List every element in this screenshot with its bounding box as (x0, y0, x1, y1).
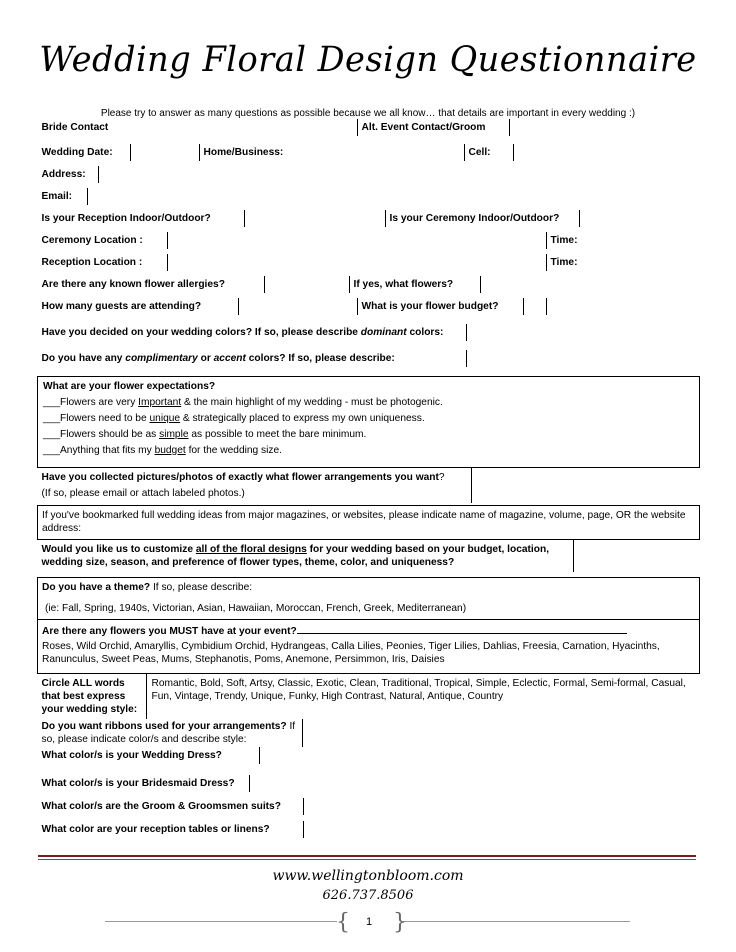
expect-3u: simple (159, 428, 189, 440)
home-business-label: Home/Business: (199, 144, 464, 161)
customize-u: all of the floral designs (195, 543, 307, 555)
right-brace-icon: } (393, 910, 407, 935)
budget-spacer (523, 298, 546, 315)
theme-examples: (ie: Fall, Spring, 1940s, Victorian, Asian, Hawaiian, Moroccan, French, Greek, Mediterranean) (45, 602, 467, 614)
dress-label: What color/s is your Wedding Dress? (41, 749, 222, 761)
ceremony-indoor-label: Is your Ceremony Indoor/Outdoor? (385, 210, 579, 227)
ribbons-cell (38, 719, 303, 747)
allergies-which-label: If yes, what flowers? (349, 276, 480, 293)
accent-colors-input[interactable] (466, 350, 700, 367)
groom-input[interactable] (303, 798, 700, 815)
allergies-which-input[interactable] (480, 276, 700, 293)
budget-label: What is your flower budget? (357, 298, 523, 315)
left-brace-icon: { (336, 910, 350, 935)
email-input[interactable] (87, 188, 700, 205)
footer-line-right (402, 921, 630, 922)
bridesmaid-label: What color/s is your Bridesmaid Dress? (41, 777, 235, 789)
photos-qmark: ? (438, 471, 445, 483)
ribbons-input[interactable] (302, 719, 700, 747)
customize-question (38, 540, 574, 572)
expect-4a: ___Anything that fits my (43, 444, 155, 456)
ceremony-location-label: Ceremony Location : (41, 235, 143, 246)
comp-em1: complimentary (125, 353, 198, 364)
ceremony-time-label: Time: (546, 232, 700, 249)
tables-input[interactable] (303, 821, 700, 838)
theme-question: Do you have a theme? (42, 581, 151, 593)
circle-words-list[interactable]: Romantic, Bold, Soft, Artsy, Classic, Exotic, Clean, Traditional, Tropical, Simple, Eclectic, Formal, Semi-formal, Casual, Fun, Vintage, Trendy, Unique, Funky, High Contrast, Natural, Antique, Country (146, 674, 700, 719)
reception-time-label: Time: (546, 254, 700, 271)
footer-phone: 626.737.8506 (322, 888, 414, 903)
expect-3a: ___Flowers should be as (43, 428, 160, 440)
expect-3b: as possible to meet the bare minimum. (188, 428, 367, 440)
page-number: 1 (365, 916, 373, 928)
footer-line-left (105, 921, 337, 922)
accent-colors-question (38, 350, 467, 367)
must-have-cell[interactable] (38, 619, 700, 673)
wedding-date-label: Wedding Date: (41, 147, 113, 158)
ribbons-question: Do you want ribbons used for your arrangements? (41, 720, 287, 732)
reception-indoor-input[interactable] (244, 210, 385, 227)
alt-contact-label: Alt. Event Contact/Groom (357, 119, 509, 136)
expectations-question: What are your flower expectations? (43, 380, 216, 392)
expect-2a: ___Flowers need to be (43, 412, 150, 424)
expect-2u: unique (149, 412, 181, 424)
expect-1a: ___Flowers are very (43, 396, 139, 408)
expectations-cell (38, 376, 700, 467)
theme-cell[interactable] (38, 577, 700, 619)
comp-mid: or (197, 353, 214, 364)
subtitle: Please try to answer as many questions as possible because we all know… that details are important in every wedding :) (100, 108, 636, 119)
bride-contact-label: Bride Contact (41, 122, 109, 133)
theme-note: If so, please describe: (150, 581, 253, 593)
customize-a: Would you like us to customize (41, 543, 196, 555)
cell-input[interactable] (513, 144, 700, 161)
must-have-line[interactable] (297, 623, 627, 634)
address-label: Address: (41, 169, 86, 180)
bookmarked-cell[interactable]: If you've bookmarked full wedding ideas from major magazines, or websites, please indicate name of magazine, volume, page, OR the website address: (38, 505, 700, 539)
expectation-option-2[interactable] (43, 412, 694, 425)
photos-question: Have you collected pictures/photos of exactly what flower arrangements you want (41, 471, 439, 483)
expect-4b: for the wedding size. (185, 444, 283, 456)
guests-label: How many guests are attending? (41, 301, 202, 312)
ceremony-indoor-input[interactable] (579, 210, 700, 227)
dress-input[interactable] (259, 747, 700, 764)
must-have-question: Are there any flowers you MUST have at your event? (42, 625, 297, 637)
customize-input[interactable] (573, 540, 700, 572)
groom-label: What color/s are the Groom & Groomsmen suits? (41, 800, 281, 812)
reception-location-label: Reception Location : (41, 257, 143, 268)
bridesmaid-input[interactable] (249, 775, 700, 792)
colors-q-em: dominant (360, 327, 407, 338)
colors-question (38, 324, 467, 341)
customize-b: for your wedding based on your budget, location, wedding size, season, and preference of flower types, theme, color, and uniqueness? (41, 543, 550, 568)
comp-a: Do you have any (41, 353, 126, 364)
email-label: Email: (41, 191, 73, 202)
budget-input[interactable] (546, 298, 700, 315)
colors-input[interactable] (466, 324, 700, 341)
ribbons-note: If so, please indicate color/s and describe style: (41, 720, 296, 745)
footer-rule-thin (38, 859, 696, 860)
comp-b: colors? If so, please describe: (245, 353, 395, 364)
guests-input[interactable] (238, 298, 357, 315)
alt-contact-input[interactable] (509, 119, 700, 136)
allergies-label: Are there any known flower allergies? (41, 279, 225, 290)
reception-location-input[interactable] (167, 254, 546, 271)
cell-label: Cell: (464, 144, 513, 161)
questionnaire-table (37, 119, 700, 847)
comp-em2: accent (213, 353, 246, 364)
colors-q-a: Have you decided on your wedding colors? If so, please describe (41, 327, 361, 338)
expect-2b: & strategically placed to express my own uniqueness. (180, 412, 425, 424)
page-title: Wedding Floral Design Questionnaire (39, 40, 697, 80)
expect-4u: budget (154, 444, 186, 456)
photos-cell (38, 468, 472, 503)
footer-url[interactable]: www.wellingtonbloom.com (272, 868, 464, 884)
expectation-option-3[interactable] (43, 428, 694, 441)
footer-rule (38, 855, 696, 857)
reception-indoor-label: Is your Reception Indoor/Outdoor? (41, 213, 211, 224)
must-have-list: Roses, Wild Orchid, Amaryllis, Cymbidium Orchid, Hydrangeas, Calla Lilies, Peonies, Tiger Lilies, Dahlias, Freesia, Carnation, Hyacinths, Ranunculus, Sweet Peas, Mums, Stephanotis, Poms, Anemone, Persimmon, Iris, Daisies (42, 640, 660, 665)
expectation-option-1[interactable] (43, 396, 694, 409)
ceremony-location-input[interactable] (167, 232, 546, 249)
photos-input[interactable] (471, 468, 700, 503)
expect-1b: & the main highlight of my wedding - must be photogenic. (181, 396, 443, 408)
circle-words-label: Circle ALL words that best express your wedding style: (41, 677, 138, 715)
wedding-date-input[interactable] (130, 144, 199, 161)
address-input[interactable] (98, 166, 700, 183)
photos-note: (If so, please email or attach labeled photos.) (41, 487, 245, 499)
tables-label: What color are your reception tables or linens? (41, 823, 270, 835)
allergies-input[interactable] (264, 276, 349, 293)
expect-1u: Important (138, 396, 182, 408)
expectation-option-4[interactable] (43, 444, 694, 457)
colors-q-b: colors: (406, 327, 444, 338)
